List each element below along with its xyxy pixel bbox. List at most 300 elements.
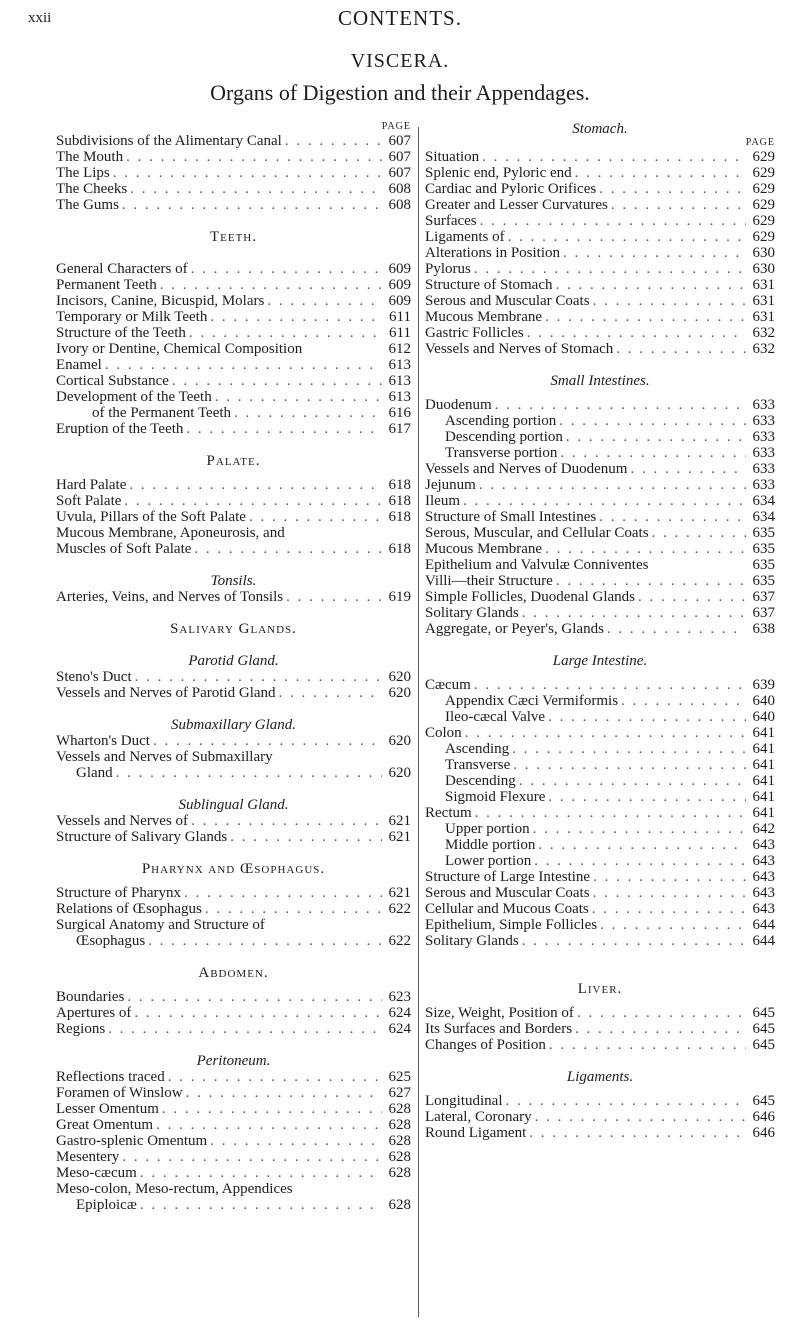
toc-entry-label: Epithelium, Simple Follicles (425, 917, 598, 933)
toc-entry (56, 1197, 411, 1213)
toc-entry (425, 149, 775, 165)
toc-entry-page: 617 (388, 421, 411, 437)
toc-entry-label: Transverse portion (445, 445, 558, 461)
toc-entry (425, 693, 775, 709)
leader-dots (160, 277, 382, 293)
toc-entry-page: 635 (752, 557, 775, 573)
toc-entry (56, 1149, 411, 1165)
toc-entry-label: Surfaces (425, 213, 477, 229)
leader-dots (545, 309, 746, 325)
toc-entry-label: Descending (445, 773, 516, 789)
toc-entry-page: 629 (752, 149, 775, 165)
toc-entry (56, 765, 411, 781)
toc-entry-label: Subdivisions of the Alimentary Canal (56, 133, 282, 149)
leader-dots (475, 805, 746, 821)
toc-entry (425, 869, 775, 885)
toc-entry-page: 611 (389, 309, 411, 325)
leader-dots (122, 1149, 382, 1165)
toc-entry-label: Cardiac and Pyloric Orifices (425, 181, 597, 197)
spacer (425, 1085, 775, 1093)
toc-entry-label: Middle portion (445, 837, 536, 853)
toc-entry-label: Round Ligament (425, 1125, 527, 1141)
section-heading: Parotid Gland. (188, 653, 279, 669)
toc-entry (425, 165, 775, 181)
toc-entry-label: Gland (76, 765, 113, 781)
leader-dots (135, 669, 382, 685)
toc-entry (425, 461, 775, 477)
toc-entry (56, 325, 411, 341)
toc-entry-page: 641 (752, 773, 775, 789)
toc-entry-page: 645 (752, 1093, 775, 1109)
toc-entry (425, 605, 775, 621)
toc-entry-page: 633 (752, 413, 775, 429)
spacer (56, 981, 411, 989)
toc-entry (425, 885, 775, 901)
toc-entry-label: Jejunum (425, 477, 476, 493)
toc-entry-page: 607 (388, 149, 411, 165)
toc-entry (425, 1021, 775, 1037)
toc-entry-page: 635 (752, 525, 775, 541)
leader-dots (122, 197, 382, 213)
toc-entry-page: 635 (752, 541, 775, 557)
toc-entry-label: Soft Palate (56, 493, 122, 509)
toc-entry-page: 618 (388, 493, 411, 509)
spacer (425, 997, 775, 1005)
toc-entry-page: 638 (752, 621, 775, 637)
spacer (56, 437, 411, 453)
section-heading: Abdomen. (198, 965, 269, 981)
toc-entry-page: 629 (752, 181, 775, 197)
section-heading: Sublingual Gland. (178, 797, 289, 813)
toc-entry-label: Epithelium and Valvulæ Conniventes (425, 557, 649, 573)
toc-entry (425, 277, 775, 293)
toc-entry-label: Surgical Anatomy and Structure of (56, 917, 265, 933)
toc-entry (56, 933, 411, 949)
leader-dots (168, 1069, 382, 1085)
toc-entry (56, 1069, 411, 1085)
spacer (425, 389, 775, 397)
toc-entry-page: 609 (388, 277, 411, 293)
spacer (56, 637, 411, 653)
leader-dots (495, 397, 746, 413)
toc-entry-label: Incisors, Canine, Bicuspid, Molars (56, 293, 265, 309)
leader-dots (506, 1093, 747, 1109)
toc-entry-page: 641 (752, 725, 775, 741)
toc-entry-line (56, 917, 411, 933)
toc-entry-page: 645 (752, 1021, 775, 1037)
toc-entry-page: 621 (388, 885, 411, 901)
leader-dots (549, 1037, 746, 1053)
toc-entry (425, 445, 775, 461)
leader-dots (593, 293, 746, 309)
leader-dots (592, 901, 746, 917)
toc-entry (56, 261, 411, 277)
spacer (56, 701, 411, 717)
toc-entry-page: 639 (752, 677, 775, 693)
leader-dots (538, 837, 746, 853)
toc-entry (56, 589, 411, 605)
leader-dots (548, 709, 746, 725)
page-number: xxii (28, 10, 52, 26)
toc-entry-label: Eruption of the Teeth (56, 421, 184, 437)
toc-entry-label: Splenic end, Pyloric end (425, 165, 572, 181)
toc-entry-label: Ivory or Dentine, Chemical Composition (56, 341, 303, 357)
toc-entry-label: Reflections traced (56, 1069, 165, 1085)
toc-entry-label: Mucous Membrane (425, 309, 543, 325)
running-title: CONTENTS. (338, 6, 462, 30)
toc-entry-page: 643 (752, 837, 775, 853)
leader-dots (559, 413, 746, 429)
toc-entry-label: Great Omentum (56, 1117, 154, 1133)
toc-entry-page: 622 (388, 933, 411, 949)
toc-entry-page: 637 (752, 589, 775, 605)
toc-entry-label: Mucous Membrane (425, 541, 543, 557)
toc-entry (425, 197, 775, 213)
toc-entry-label: Vessels and Nerves of Parotid Gland (56, 685, 276, 701)
leader-dots (512, 741, 746, 757)
leader-dots (577, 1005, 746, 1021)
leader-dots (113, 165, 382, 181)
leader-dots (474, 261, 746, 277)
leader-dots (566, 429, 746, 445)
toc-entry-label: Boundaries (56, 989, 125, 1005)
toc-entry-page: 619 (388, 589, 411, 605)
toc-entry-label: Sigmoid Flexure (445, 789, 546, 805)
toc-entry (425, 917, 775, 933)
spacer (425, 965, 775, 981)
toc-entry-page: 631 (752, 277, 775, 293)
leader-dots (465, 725, 746, 741)
toc-entry-label: Structure of Small Intestines (425, 509, 597, 525)
leader-dots (575, 165, 746, 181)
toc-entry (56, 149, 411, 165)
toc-entry-page: 620 (388, 685, 411, 701)
toc-entry-line (56, 525, 411, 541)
toc-entry-page: 633 (752, 429, 775, 445)
toc-entry-page: 644 (752, 933, 775, 949)
leader-dots (527, 325, 746, 341)
toc-entry-label: Structure of the Teeth (56, 325, 186, 341)
toc-entry (425, 1037, 775, 1053)
toc-entry-page: 643 (752, 853, 775, 869)
leader-dots (533, 821, 746, 837)
leader-dots (607, 621, 746, 637)
leader-dots (162, 1101, 382, 1117)
right-column (425, 121, 775, 1141)
toc-entry (425, 509, 775, 525)
toc-entry-label: Greater and Lesser Curvatures (425, 197, 608, 213)
toc-entry (425, 525, 775, 541)
leader-dots (545, 541, 746, 557)
toc-entry-label: Structure of Salivary Glands (56, 829, 228, 845)
toc-entry (56, 685, 411, 701)
toc-entry-label: The Mouth (56, 149, 124, 165)
toc-entry-page: 621 (388, 829, 411, 845)
toc-entry-label: Its Surfaces and Borders (425, 1021, 573, 1037)
leader-dots (184, 885, 382, 901)
toc-entry (425, 853, 775, 869)
leader-dots (560, 445, 746, 461)
leader-dots (189, 325, 382, 341)
toc-entry-page: 618 (388, 509, 411, 525)
toc-entry-label: Structure of Large Intestine (425, 869, 591, 885)
toc-entry-label: Cæcum (425, 677, 471, 693)
toc-entry-label: Vessels and Nerves of (56, 813, 189, 829)
toc-entry-label: Arteries, Veins, and Nerves of Tonsils (56, 589, 284, 605)
toc-entry-page: 612 (388, 341, 411, 357)
toc-entry-label: Lower portion (445, 853, 532, 869)
toc-entry-page: 633 (752, 445, 775, 461)
leader-dots (191, 813, 382, 829)
toc-entry-page: 644 (752, 917, 775, 933)
toc-entry-label: Ascending portion (445, 413, 557, 429)
toc-entry-label: Vessels and Nerves of Stomach (425, 341, 614, 357)
section-heading: Tonsils. (210, 573, 257, 589)
toc-entry-page: 628 (388, 1165, 411, 1181)
toc-entry-label: Relations of Œsophagus (56, 901, 202, 917)
toc-entry (425, 245, 775, 261)
toc-entry (425, 557, 775, 573)
toc-entry-label: Rectum (425, 805, 472, 821)
toc-entry-page: 613 (388, 357, 411, 373)
toc-entry (425, 1005, 775, 1021)
toc-entry-page: 634 (752, 493, 775, 509)
toc-entry-page: 628 (388, 1117, 411, 1133)
toc-entry (56, 165, 411, 181)
leader-dots (191, 261, 382, 277)
toc-entry-label: Aggregate, or Peyer's, Glands (425, 621, 604, 637)
toc-entry-label: Changes of Position (425, 1037, 546, 1053)
leader-dots (638, 589, 746, 605)
toc-entry (425, 573, 775, 589)
leader-dots (630, 461, 746, 477)
toc-entry-label: Situation (425, 149, 480, 165)
spacer (425, 1053, 775, 1069)
toc-entry-page: 608 (388, 181, 411, 197)
leader-dots (611, 197, 746, 213)
toc-entry-label: Steno's Duct (56, 669, 132, 685)
toc-entry-label: Development of the Teeth (56, 389, 212, 405)
toc-entry (425, 325, 775, 341)
toc-entry (56, 277, 411, 293)
toc-entry-page: 629 (752, 165, 775, 181)
toc-entry (56, 1101, 411, 1117)
toc-entry-label: Descending portion (445, 429, 563, 445)
toc-entry (425, 901, 775, 917)
leader-dots (519, 773, 746, 789)
toc-entry (56, 357, 411, 373)
leader-dots (563, 245, 746, 261)
toc-entry (56, 509, 411, 525)
toc-entry-page: 640 (752, 693, 775, 709)
leader-dots (285, 133, 382, 149)
toc-entry-label: Œsophagus (76, 933, 146, 949)
spacer (56, 877, 411, 885)
leader-dots (105, 357, 382, 373)
toc-entry-label: The Cheeks (56, 181, 128, 197)
section-title: VISCERA. (350, 50, 450, 72)
left-column (56, 121, 411, 1213)
toc-entry-page: 632 (752, 341, 775, 357)
leader-dots (134, 1005, 382, 1021)
toc-entry (56, 885, 411, 901)
leader-dots (205, 901, 382, 917)
toc-entry (425, 757, 775, 773)
spacer (56, 469, 411, 477)
toc-entry (56, 181, 411, 197)
toc-entry-page: 643 (752, 901, 775, 917)
toc-entry (425, 1125, 775, 1141)
leader-dots (279, 685, 382, 701)
toc-entry-page: 616 (388, 405, 411, 421)
section-heading: Submaxillary Gland. (171, 717, 296, 733)
leader-dots (127, 989, 382, 1005)
toc-entry-page: 607 (388, 165, 411, 181)
toc-entry (425, 493, 775, 509)
leader-dots (474, 677, 746, 693)
section-heading: Peritoneum. (196, 1053, 271, 1069)
toc-entry (56, 405, 411, 421)
toc-entry-label: Meso-cæcum (56, 1165, 137, 1181)
toc-entry (56, 197, 411, 213)
toc-entry-label: Epiploicæ (76, 1197, 137, 1213)
toc-entry (56, 541, 411, 557)
toc-entry-page: 625 (388, 1069, 411, 1085)
toc-entry (425, 181, 775, 197)
toc-entry-label: Duodenum (425, 397, 492, 413)
leader-dots (621, 693, 746, 709)
toc-entry-page: 623 (388, 989, 411, 1005)
page-column-label: PAGE (745, 137, 775, 148)
spacer (56, 845, 411, 861)
toc-entry-page: 641 (752, 805, 775, 821)
toc-entry (425, 429, 775, 445)
toc-entry-page: 631 (752, 293, 775, 309)
toc-entry-label: Apertures of (56, 1005, 132, 1021)
toc-entry-page: 624 (388, 1005, 411, 1021)
leader-dots (124, 493, 382, 509)
toc-entry-page: 622 (388, 901, 411, 917)
leader-dots (108, 1021, 382, 1037)
toc-entry (56, 1165, 411, 1181)
toc-entry-page: 645 (752, 1005, 775, 1021)
toc-entry-label: Colon (425, 725, 462, 741)
toc-entry (56, 1005, 411, 1021)
section-heading: Liver. (577, 981, 623, 997)
leader-dots (555, 277, 746, 293)
toc-entry-label: General Characters of (56, 261, 188, 277)
toc-entry (56, 1117, 411, 1133)
toc-entry (425, 741, 775, 757)
leader-dots (556, 573, 746, 589)
leader-dots (286, 589, 382, 605)
spacer (56, 1037, 411, 1053)
section-subtitle: Organs of Digestion and their Appendages. (210, 80, 590, 105)
leader-dots (234, 405, 382, 421)
toc-entry-page: 633 (752, 461, 775, 477)
toc-entry-label: Villi—their Structure (425, 573, 553, 589)
toc-entry (56, 733, 411, 749)
toc-entry-page: 629 (752, 213, 775, 229)
leader-dots (616, 341, 746, 357)
toc-entry-label: Cellular and Mucous Coats (425, 901, 589, 917)
toc-entry (425, 677, 775, 693)
toc-entry (425, 589, 775, 605)
toc-entry-page: 627 (388, 1085, 411, 1101)
toc-entry-label: Solitary Glands (425, 933, 519, 949)
toc-entry-page: 607 (388, 133, 411, 149)
spacer (425, 637, 775, 653)
leader-dots (479, 477, 746, 493)
toc-entry-page: 646 (752, 1109, 775, 1125)
toc-entry-label: Vessels and Nerves of Submaxillary (56, 749, 273, 765)
toc-entry-label: of the Permanent Teeth (92, 405, 232, 421)
leader-dots (652, 525, 746, 541)
toc-entry-page: 628 (388, 1133, 411, 1149)
toc-entry-page: 618 (388, 477, 411, 493)
toc-entry (425, 1109, 775, 1125)
toc-entry-page: 620 (388, 669, 411, 685)
toc-entry-page: 618 (388, 541, 411, 557)
leader-dots (593, 885, 746, 901)
toc-entry-page: 631 (752, 309, 775, 325)
toc-entry-page: 620 (388, 765, 411, 781)
toc-entry-page: 632 (752, 325, 775, 341)
toc-entry (425, 773, 775, 789)
leader-dots (156, 1117, 382, 1133)
toc-entry (56, 421, 411, 437)
toc-entry (425, 477, 775, 493)
toc-entry-page: 629 (752, 229, 775, 245)
leader-dots (599, 509, 746, 525)
toc-entry (56, 133, 411, 149)
toc-entry-page: 633 (752, 397, 775, 413)
toc-entry (425, 541, 775, 557)
section-heading: Small Intestines. (550, 373, 650, 389)
toc-entry (425, 261, 775, 277)
leader-dots (130, 181, 382, 197)
leader-dots (140, 1197, 382, 1213)
toc-entry (56, 1133, 411, 1149)
leader-dots (534, 853, 746, 869)
toc-entry-label: Structure of Stomach (425, 277, 553, 293)
leader-dots (480, 213, 746, 229)
toc-entry-label: Regions (56, 1021, 106, 1037)
toc-entry-label: Size, Weight, Position of (425, 1005, 574, 1021)
leader-dots (593, 869, 746, 885)
leader-dots (210, 1133, 382, 1149)
toc-entry-label: Transverse (445, 757, 511, 773)
toc-entry (56, 989, 411, 1005)
toc-entry-page: 609 (388, 261, 411, 277)
toc-entry-page: 641 (752, 789, 775, 805)
spacer (425, 357, 775, 373)
toc-entry (56, 341, 411, 357)
toc-entry-label: Ligaments of (425, 229, 505, 245)
toc-entry-label: Upper portion (445, 821, 530, 837)
toc-entry-page: 613 (388, 373, 411, 389)
toc-entry (56, 309, 411, 325)
toc-entry-page: 634 (752, 509, 775, 525)
toc-entry-page: 629 (752, 197, 775, 213)
toc-entry (425, 805, 775, 821)
toc-entry-label: Vessels and Nerves of Duodenum (425, 461, 628, 477)
toc-entry-label: Wharton's Duct (56, 733, 150, 749)
toc-entry-label: Longitudinal (425, 1093, 503, 1109)
toc-entry-label: The Lips (56, 165, 110, 181)
toc-entry-label: Gastric Follicles (425, 325, 524, 341)
toc-entry-label: Enamel (56, 357, 102, 373)
